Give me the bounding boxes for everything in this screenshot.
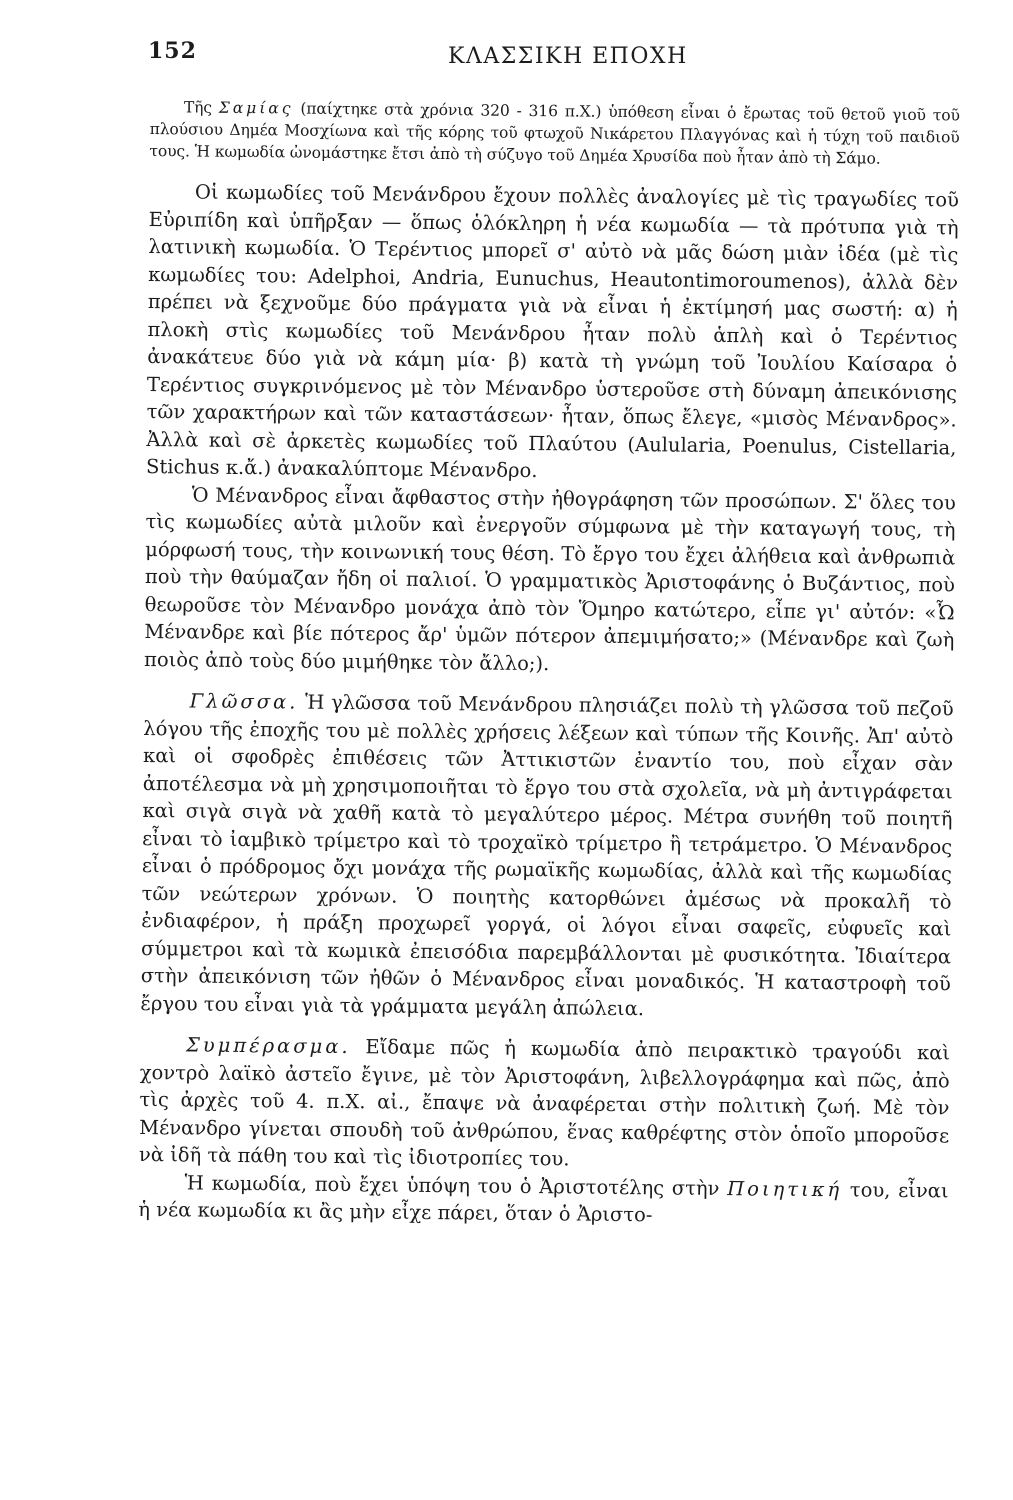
work-title-poetics: Ποιητική: [727, 1176, 843, 1201]
paragraph-conclusion: [139, 1031, 950, 1177]
paragraph-menander-terence: Οἱ κωμωδίες τοῦ Μενάνδρου ἔχουν πολλὲς ἀναλογίες μὲ τὶς τραγωδίες τοῦ Εὐριπίδη καὶ ὑπῆρξαν — ὅπως ὁλόκληρη ἡ νέα κωμωδία — τὰ πρότυπα γιὰ τὴ λατινικὴ κωμωδία. Ὁ Τερέντιος μπορεῖ σ' αὐτὸ νὰ μᾶς δώση μιὰν ἰδέα (μὲ τὶς κωμωδίες του: Adelphoi, Andria, Eunuchus, Heautontimoroumenos), ἀλλὰ δὲν πρέπει νὰ ξεχνοῦμε δύο πράγματα γιὰ νὰ εἶναι ἡ ἐκτίμησή μας σωστή: α) ἡ πλοκὴ στὶς κωμωδίες τοῦ Μενάνδρου ἦταν πολὺ ἁπλὴ καὶ ὁ Τερέντιος ἀνακάτευε δύο γιὰ νὰ κάμη μία· β) κατὰ τὴ γνώμη τοῦ Ἰουλίου Καίσαρα ὁ Τερέντιος συγκρινόμενος μὲ τὸν Μένανδρο ὑστεροῦσε στὴ δύναμη ἀπεικόνισης τῶν χαρακτήρων καὶ τῶν καταστάσεων· ἦταν, ὅπως ἔλεγε, «μισὸς Μένανδρος». Ἀλλὰ καὶ σὲ ἀρκετὲς κωμωδίες τοῦ Πλαύτου (Aulularia, Poenulus, Cistellaria, Stichus κ.ἄ.) ἀνακαλύπτομε Μένανδρο.: [145, 180, 960, 483]
paragraph-text: Εἴδαμε πῶς ἡ κωμωδία ἀπὸ πειρακτικὸ τραγούδι καὶ χοντρὸ λαϊκὸ ἀστεῖο ἔγινε, μὲ τὸν Ἀριστοφάνη, λιβελλογράφημα καὶ πῶς, ἀπὸ τὶς ἀρχὲς τοῦ 4. π.Χ. αἰ., ἔπαψε νὰ ἀναφέρεται στὴν πολιτικὴ ζωή. Μὲ τὸν Μένανδρο γίνεται σπουδὴ τοῦ ἀνθρώπου, ἕνας καθρέφτης στὸν ὁποῖο μποροῦσε νὰ ἰδῆ τὰ πάθη του καὶ τὶς ἰδιοτροπίες του.: [138, 1035, 951, 1171]
paragraph-lead: Τῆς: [183, 98, 212, 117]
paragraph-poetics: [138, 1168, 949, 1231]
paragraph-samia: [149, 96, 960, 170]
page-number: 152: [148, 38, 197, 64]
section-heading-language: Γλῶσσα.: [189, 689, 299, 714]
paragraph-text: (παίχτηκε στὰ χρόνια 320 - 316 π.Χ.) ὑπόθεση εἶναι ὁ ἔρωτας τοῦ θετοῦ γιοῦ τοῦ πλούσιου Δημέα Μοσχίωνα καὶ τῆς κόρης τοῦ φτωχοῦ Νικάρετου Πλαγγόνας καὶ ἡ τύχη τοῦ παιδιοῦ τους. Ἡ κωμωδία ὠνομάστηκε ἔτσι ἀπὸ τὴ σύζυγο τοῦ Δημέα Χρυσίδα ποὺ ἦταν ἀπὸ τὴ Σάμο.: [149, 99, 960, 168]
paragraph-text: του, εἶναι ἡ νέα κωμωδία κι ἂς μὴν εἶχε πάρει, ὅταν ὁ Ἀριστο-: [138, 1177, 949, 1227]
page-body: [138, 96, 960, 1232]
play-title: Σαμίας: [218, 98, 294, 118]
paragraph-characterization: Ὁ Μένανδρος εἶναι ἄφθαστος στὴν ἠθογράφηση τῶν προσώπων. Σ' ὅλες του τὶς κωμωδίες αὐτὰ μιλοῦν καὶ ἐνεργοῦν σύμφωνα μὲ τὴν καταγωγή τους, τὴ μόρφωσή τους, τὴν κοινωνική τους θέση. Τὸ ἔργο του ἔχει ἀλήθεια καὶ ἀνθρωπιὰ ποὺ τὴν θαύμαζαν ἤδη οἱ παλιοί. Ὁ γραμματικὸς Ἀριστοφάνης ὁ Βυζάντιος, ποὺ θεωροῦσε τὸν Μένανδρο μονάχα ἀπὸ τὸν Ὅμηρο κατώτερο, εἶπε γι' αὐτόν: «Ὦ Μένανδρε καὶ βίε πότερος ἄρ' ὑμῶν πότερον ἀπεμιμήσατο;» (Μένανδρε καὶ ζωὴ ποιὸς ἀπὸ τοὺς δύο μιμήθηκε τὸν ἄλλο;).: [143, 482, 956, 675]
paragraph-lead: Ἡ κωμωδία, ποὺ ἔχει ὑπόψη του ὁ Ἀριστοτέλης στὴν: [184, 1170, 720, 1200]
paragraph-text: Ἡ γλῶσσα τοῦ Μενάνδρου πλησιάζει πολὺ τὴ γλῶσσα τοῦ πεζοῦ λόγου τῆς ἐποχῆς του μὲ πολλὲς χρήσεις λέξεων καὶ τύπων τῆς Κοινῆς. Ἀπ' αὐτὸ καὶ οἱ σφοδρὲς ἐπιθέσεις τῶν Ἀττικιστῶν ἐναντίο του, ποὺ εἶχαν σὰν ἀποτέλεσμα νὰ μὴ χρησιμοποιῆται τὸ ἔργο του στὰ σχολεῖα, νὰ μὴ ἀντιγράφεται καὶ σιγὰ σιγὰ νὰ χαθῆ κατὰ τὸ μεγαλύτερο μέρος. Μέτρα συνήθη τοῦ ποιητῆ εἶναι τὸ ἰαμβικὸ τρίμετρο καὶ τὸ τροχαϊκὸ τρίμετρο ἢ τετράμετρο. Ὁ Μένανδρος εἶναι ὁ πρόδρομος ὄχι μονάχα τῆς ρωμαϊκῆς κωμωδίας, ἀλλὰ καὶ τῆς κωμωδίας τῶν νεώτερων χρόνων. Ὁ ποιητὴς κατορθώνει ἀμέσως νὰ προκαλῆ τὸ ἐνδιαφέρον, ἡ πράξη προχωρεῖ γοργά, οἱ λόγοι εἶναι σαφεῖς, εὐφυεῖς καὶ σύμμετροι καὶ τὰ κωμικὰ ἐπεισόδια παρεμβάλλονται μὲ φυσικότητα. Ἰδιαίτερα στὴν ἀπεικόνιση τῶν ἠθῶν ὁ Μένανδρος εἶναι μοναδικός. Ἡ καταστροφὴ τοῦ ἔργου του εἶναι γιὰ τὰ γράμματα μεγάλη ἀπώλεια.: [140, 690, 954, 1020]
page-header: [148, 38, 955, 78]
section-heading-conclusion: Συμπέρασμα.: [185, 1033, 351, 1059]
paragraph-language: [140, 687, 953, 1025]
running-title: ΚΛΑΣΣΙΚΗ ΕΠΟΧΗ: [448, 44, 688, 69]
